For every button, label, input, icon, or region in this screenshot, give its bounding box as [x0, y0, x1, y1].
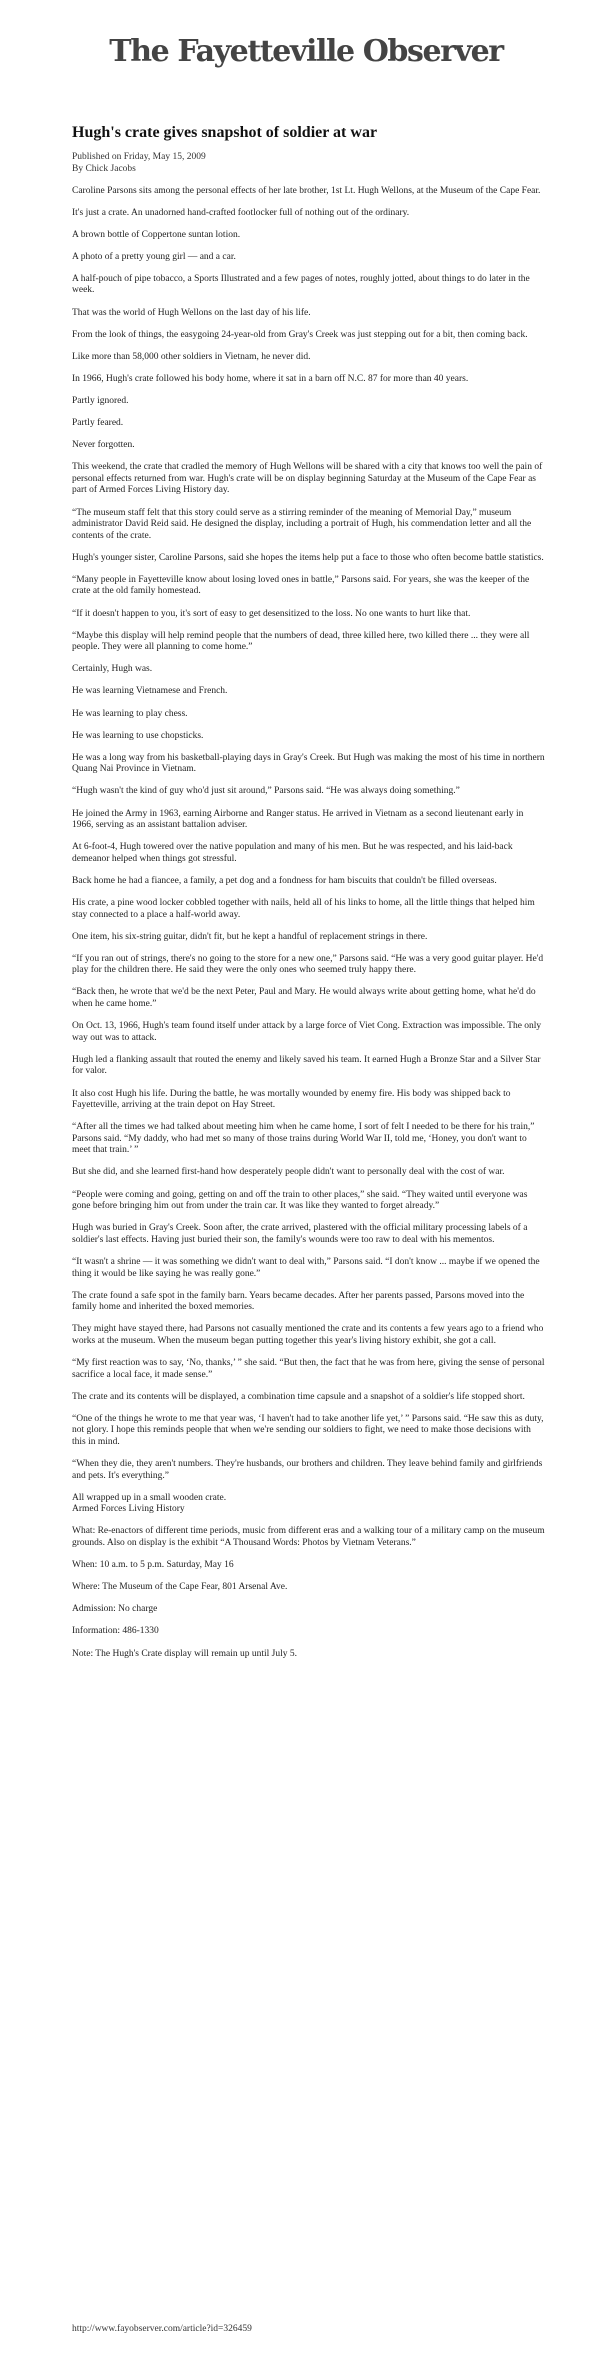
article-paragraph: He was learning to play chess. [72, 708, 188, 719]
article-paragraph: He was learning to use chopsticks. [72, 730, 204, 741]
article-paragraph: His crate, a pine wood locker cobbled together with nails, held all of his links to home, all the little things that helped him stay connected to a place a half-world away. [72, 897, 535, 920]
article-paragraph: Where: The Museum of the Cape Fear, 801 Arsenal Ave. [72, 1582, 288, 1593]
article-paragraph: Admission: No charge [72, 1604, 158, 1615]
article-paragraph: “Many people in Fayetteville know about losing loved ones in battle,” Parsons said. For years, she was the keeper of the crate at the old family homestead. [72, 574, 530, 597]
article-paragraph: Back home he had a fiancee, a family, a pet dog and a fondness for ham biscuits that couldn't be filled overseas. [72, 875, 497, 886]
article-paragraph: “The museum staff felt that this story could serve as a stirring reminder of the meaning of Memorial Day,” museum administrator David Reid said. He designed the display, including a portrait of Hugh, his commendation letter and all the contents of the crate. [72, 507, 532, 541]
article-paragraph: Certainly, Hugh was. [72, 664, 153, 675]
article-paragraph: On Oct. 13, 1966, Hugh's team found itself under attack by a large force of Viet Cong. Extraction was impossible. The only way out was to attack. [72, 1021, 542, 1043]
article-paragraph: He was learning Vietnamese and French. [72, 686, 228, 697]
article-paragraph: Partly feared. [72, 418, 124, 429]
article-paragraph: “Maybe this display will help remind people that the numbers of dead, three killed here, two killed there ... they were all people. They were all planning to come home.” [72, 630, 530, 653]
author: By Chick Jacobs [72, 164, 136, 174]
article-paragraph: “If you ran out of strings, there's no going to the store for a new one,” Parsons said. “He was a very good guitar player. He'd play for the children there. He said they were the only ones who seemed truly happy there. [72, 953, 544, 976]
article-paragraph: “When they die, they aren't numbers. They're husbands, our brothers and children. They leave behind family and girlfriends and pets. It's everything.” [72, 1459, 543, 1481]
article-paragraph: He was a long way from his basketball-playing days in Gray's Creek. But Hugh was making the most of his time in northern Quang Nai Province in Vietnam. [72, 752, 545, 775]
article-paragraph: “One of the things he wrote to me that year was, ‘I haven't had to take another life yet,’ ” Parsons said. “He saw this as duty, not glory. I hope this reminds people that when we're sending our soldiers to fight, we need to make those decisions with this in mind. [72, 1413, 544, 1447]
article-paragraph: At 6-foot-4, Hugh towered over the native population and many of his men. But he was respected, and his laid-back demeanor helped when things got stressful. [72, 842, 513, 864]
article-paragraph: One item, his six-string guitar, didn't fit, but he kept a handful of replacement strings in there. [72, 931, 428, 942]
article-headline: Hugh's crate gives snapshot of soldier at war [72, 124, 378, 141]
article-paragraph: Information: 486-1330 [72, 1626, 159, 1637]
article-paragraph: They might have stayed there, had Parsons not casually mentioned the crate and its contents a few years ago to a friend who works at the museum. When the museum began putting together this year's living history exhibit, she got a call. [72, 1324, 544, 1346]
article-paragraph: Partly ignored. [72, 395, 129, 406]
article-paragraph: Caroline Parsons sits among the personal effects of her late brother, 1st Lt. Hugh Wellons, at the Museum of the Cape Fear. [72, 185, 541, 196]
article-paragraph: “It wasn't a shrine — it was something we didn't want to deal with,” Parsons said. “I don't know ... maybe if we opened the thing it would be like saying he was really gone.” [72, 1256, 540, 1279]
article-paragraph: From the look of things, the easygoing 24-year-old from Gray's Creek was just stepping out for a bit, then coming back. [72, 329, 528, 340]
publish-date: Published on Friday, May 15, 2009 [72, 152, 206, 162]
article-paragraph: Note: The Hugh's Crate display will remain up until July 5. [72, 1648, 298, 1659]
article-paragraph: Hugh led a flanking assault that routed the enemy and likely saved his team. It earned Hugh a Bronze Star and a Silver Star for valor. [72, 1054, 541, 1077]
article-paragraph: The crate and its contents will be displayed, a combination time capsule and a snapshot of a soldier's life stopped short. [72, 1391, 525, 1402]
article-paragraph: It's just a crate. An unadorned hand-crafted footlocker full of nothing out of the ordinary. [72, 207, 410, 218]
article-paragraph: He joined the Army in 1963, earning Airborne and Ranger status. He arrived in Vietnam as a second lieutenant early in 1966, serving as an assistant battalion adviser. [72, 808, 524, 831]
article-paragraph: “Back then, he wrote that we'd be the next Peter, Paul and Mary. He would always write about getting home, what he'd do when he came home.” [72, 987, 536, 1010]
source-url[interactable]: http://www.fayobserver.com/article?id=326459 [72, 2324, 252, 2334]
article-paragraph: But she did, and she learned first-hand how desperately people didn't want to personally deal with the cost of war. [72, 1167, 505, 1178]
article-paragraph: It also cost Hugh his life. During the battle, he was mortally wounded by enemy fire. His body was shipped back to Fayetteville, arriving at the train depot on Hay Street. [72, 1088, 511, 1111]
article-paragraph: “Hugh wasn't the kind of guy who'd just sit around,” Parsons said. “He was always doing something.” [72, 786, 460, 797]
article-paragraph: In 1966, Hugh's crate followed his body home, where it sat in a barn off N.C. 87 for more than 40 years. [72, 373, 469, 384]
article-paragraph: Hugh was buried in Gray's Creek. Soon after, the crate arrived, plastered with the official military processing labels of a soldier's last effects. Having just buried their son, the family's wounds were too raw to deal with his mementos. [72, 1223, 528, 1245]
article-paragraph: When: 10 a.m. to 5 p.m. Saturday, May 16 [72, 1560, 234, 1571]
article-paragraph: Never forgotten. [72, 440, 135, 451]
article-paragraph: That was the world of Hugh Wellons on the last day of his life. [72, 307, 311, 318]
article-paragraph: Like more than 58,000 other soldiers in Vietnam, he never did. [72, 351, 311, 362]
article-paragraph: The crate found a safe spot in the family barn. Years became decades. After her parents passed, Parsons moved into the family home and inherited the boxed memories. [72, 1290, 525, 1313]
article-paragraph: This weekend, the crate that cradled the memory of Hugh Wellons will be shared with a city that knows too well the pain of personal effects returned from war. Hugh's crate will be on display beginning Saturday at the Museum of the Cape Fear as part of Armed Forces Living History day. [72, 462, 543, 496]
article-paragraph: “People were coming and going, getting on and off the train to other places,” she said. “They waited until everyone was gone before bringing him out from under the train car. It was like they wanted to forget already.” [72, 1189, 528, 1212]
article-paragraph: A brown bottle of Coppertone suntan lotion. [72, 229, 241, 240]
masthead-logo: The Fayetteville Observer [109, 34, 503, 69]
article-paragraph: A half-pouch of pipe tobacco, a Sports Illustrated and a few pages of notes, roughly jotted, about things to do later in the week. [72, 273, 530, 296]
article-paragraph: A photo of a pretty young girl — and a car. [72, 251, 236, 262]
article-paragraph: “My first reaction was to say, ‘No, thanks,’ ” she said. “But then, the fact that he was from here, giving the sense of personal sacrifice a local face, it made sense.” [72, 1358, 545, 1380]
article-body [72, 186, 546, 1661]
article-paragraph: All wrapped up in a small wooden crate. Armed Forces Living History [72, 1492, 227, 1515]
article-paragraph: “If it doesn't happen to you, it's sort of easy to get desensitized to the loss. No one wants to hurt like that. [72, 608, 471, 619]
article [72, 124, 546, 1660]
byline [72, 151, 546, 175]
article-paragraph: Hugh's younger sister, Caroline Parsons, said she hopes the items help put a face to those who often become battle statistics. [72, 552, 544, 563]
article-paragraph: What: Re-enactors of different time periods, music from different eras and a walking tour of a military camp on the museum grounds. Also on display is the exhibit “A Thousand Words: Photos by Vietnam Veterans.” [72, 1526, 545, 1549]
article-paragraph: “After all the times we had talked about meeting him when he came home, I sort of felt I needed to be there for his train,” Parsons said. “My daddy, who had met so many of those trains during World War II, told me, ‘Honey, you don't want to meet that train.’ ” [72, 1122, 535, 1156]
